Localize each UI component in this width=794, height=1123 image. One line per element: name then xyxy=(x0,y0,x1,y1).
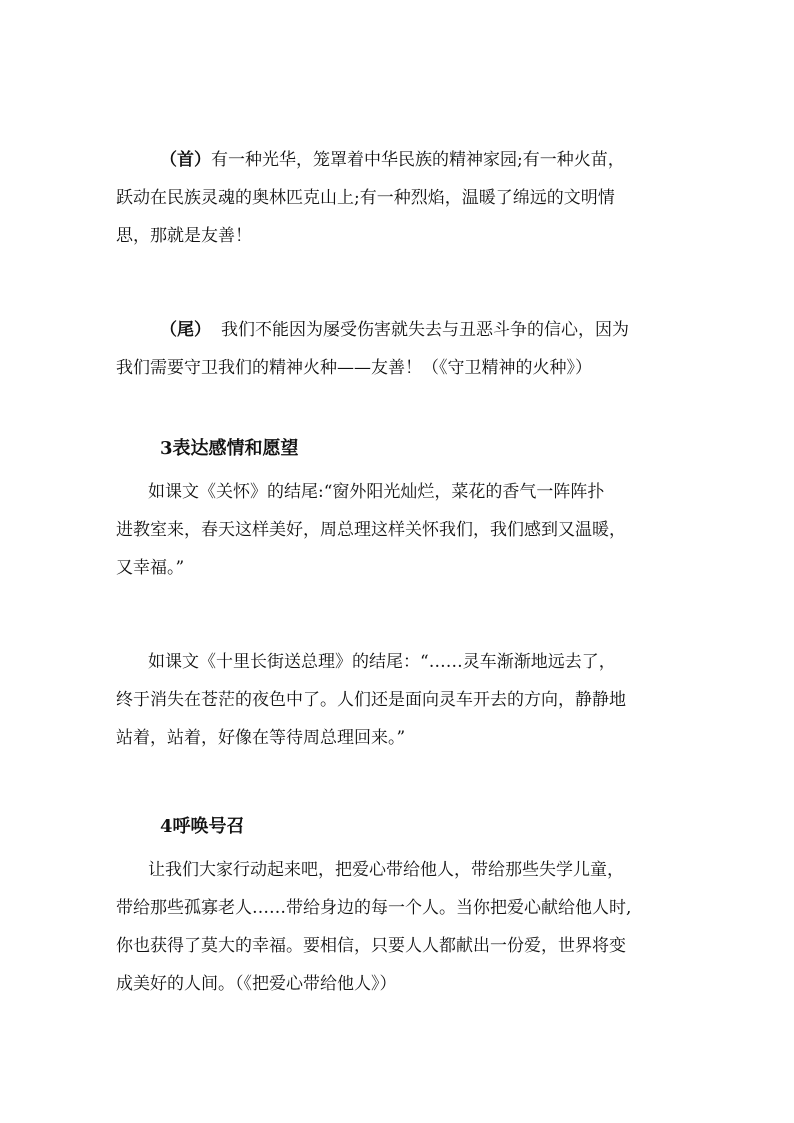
head-label: （首） xyxy=(160,150,211,170)
head-paragraph-line-3: 思，那就是友善！ xyxy=(116,226,252,246)
tail-paragraph-line-1 xyxy=(160,320,629,340)
express-paragraph-2-line-1: 如课文《十里长街送总理》的结尾：“……灵车渐渐地远去了， xyxy=(148,652,616,672)
call-paragraph-line-4: 成美好的人间。（《把爱心带给他人》） xyxy=(116,974,397,994)
express-paragraph-1-line-3: 又幸福。” xyxy=(116,558,185,578)
tail-label: （尾） xyxy=(160,320,211,340)
express-paragraph-1-line-2: 进教室来，春天这样美好，周总理这样关怀我们，我们感到又温暖， xyxy=(116,520,626,540)
section-3-heading: 3表达感情和愿望 xyxy=(160,438,299,459)
express-paragraph-2-line-2: 终于消失在苍茫的夜色中了。人们还是面向灵车开去的方向，静静地 xyxy=(116,690,626,710)
tail-paragraph-line-2: 我们需要守卫我们的精神火种——友善！（《守卫精神的火种》） xyxy=(116,358,592,378)
head-paragraph-line-2: 跃动在民族灵魂的奥林匹克山上;有一种烈焰，温暖了绵远的文明情 xyxy=(116,188,615,208)
call-paragraph-line-2: 带给那些孤寡老人……带给身边的每一个人。当你把爱心献给他人时, xyxy=(116,898,632,918)
head-paragraph-line-1 xyxy=(160,150,625,170)
head-line-1-text: 有一种光华，笼罩着中华民族的精神家园;有一种火苗， xyxy=(211,150,625,170)
call-paragraph-line-3: 你也获得了莫大的幸福。要相信，只要人人都献出一份爱，世界将变 xyxy=(116,936,626,956)
call-paragraph-line-1: 让我们大家行动起来吧，把爱心带给他人，带给那些失学儿童， xyxy=(148,860,624,880)
express-paragraph-1-line-1: 如课文《关怀》的结尾:“窗外阳光灿烂，菜花的香气一阵阵扑 xyxy=(148,482,605,502)
tail-line-1-text: 我们不能因为屡受伤害就失去与丑恶斗争的信心，因为 xyxy=(221,320,629,340)
section-4-heading: 4呼唤号召 xyxy=(160,816,245,837)
express-paragraph-2-line-3: 站着，站着，好像在等待周总理回来。” xyxy=(116,728,406,748)
